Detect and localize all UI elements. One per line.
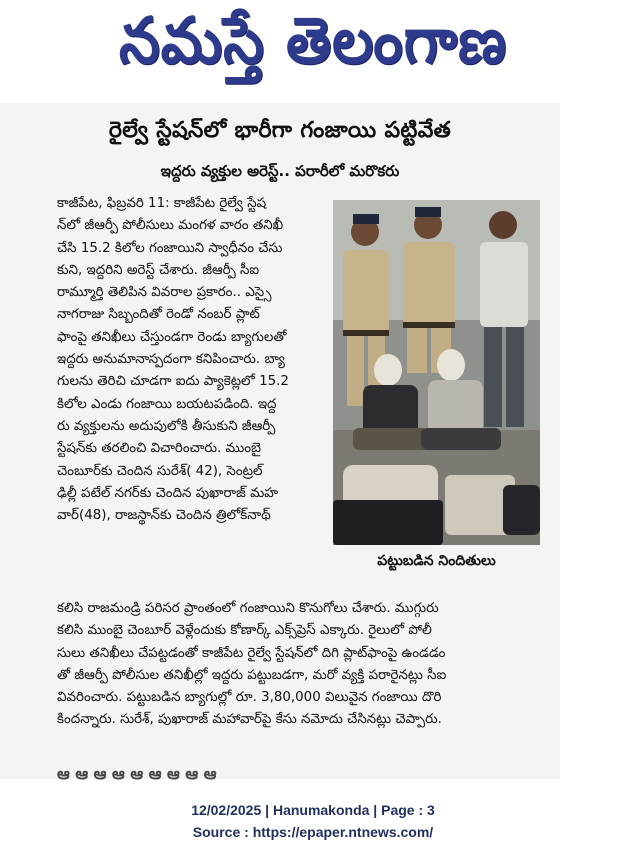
body-line: నాగరాజు సిబ్బందితో రెండో నంబర్ ప్లాట్ <box>57 307 260 323</box>
footer-date-edition: 12/02/2025 | Hanumakonda | Page : 3 <box>191 802 435 818</box>
seized-bags <box>333 465 540 545</box>
arrest-photo <box>333 200 540 545</box>
article-body-full-width <box>57 598 540 732</box>
body-line: కలిసి రాజమండ్రి పరిసర ప్రాంతంలో గంజాయిని కొనుగోలు చేశారు. ముగ్గురు <box>57 601 439 616</box>
body-line: కాజీపేట, ఫిబ్రవరి 11: కాజీపేట రైల్వే స్టేష <box>57 196 267 211</box>
body-line: చేసి 15.2 కిలోల గంజాయిని స్వాధీనం చేసు <box>57 240 283 256</box>
body-line: కిందన్నారు. సురేశ్, పుఖారాజ్ మహావార్‌పై కేసు నమోదు చేసినట్లు చెప్పారు. <box>57 712 442 728</box>
masthead-title: నమస్తే తెలంగాణ <box>119 2 507 78</box>
body-line: కిలోల ఎండు గంజాయి బయటపడింది. ఇద్ద <box>57 396 277 412</box>
body-line: ఫాంపై తనిఖీలు చేస్తుండగా రెండు బ్యాగులతో <box>57 329 287 345</box>
body-line: రు వ్యక్తులను అదుపులోకి తీసుకుని జీఆర్పీ <box>57 418 276 434</box>
article-body-column <box>57 193 327 527</box>
body-line: రామ్మూర్తి తెలిపిన వివరాల ప్రకారం.. ఎస్సై <box>57 285 272 301</box>
body-line: వివరించారు. పట్టుబడిన బ్యాగుల్లో రూ. 3,80,000 విలువైన గంజాయి దొరి <box>57 690 442 706</box>
body-line: వార్(48), రాజస్థాన్‌కు చెందిన త్రిలోక్‌నాథ్ <box>57 508 271 524</box>
body-line: ఢిల్లీ పటేల్ నగర్‌కు చెందిన పుఖారాజ్ మహ <box>57 485 279 501</box>
body-line: స్టేషన్‌కు తరలించి విచారించారు. ముంబై <box>57 441 262 457</box>
arrest-photo-illustration <box>333 200 540 545</box>
body-line: ఇద్దరు అనుమానాస్పదంగా కనిపించారు. బ్యా <box>57 352 285 368</box>
cutoff-text: ఆ ఆ ఆ ఆ ఆ ఆ ఆ ఆ ఆ <box>57 770 217 780</box>
body-line: న్‌లో జీఆర్పీ పోలీసులు మంగళ వారం తనిఖీ <box>57 218 284 234</box>
article-subhead: ఇద్దరు వ్యక్తుల అరెస్ట్.. పరారీలో మరొకరు <box>160 162 400 180</box>
newspaper-masthead <box>0 0 626 96</box>
body-line: చెంబూర్‌కు చెందిన సురేశ్( 42), సెంట్రల్ <box>57 463 263 479</box>
cutoff-text-strip <box>57 770 540 780</box>
body-line: కుని, ఇద్దరిని అరెస్ట్ చేశారు. జీఆర్పీ సీఐ <box>57 262 260 278</box>
article-headline: రైల్వే స్టేషన్‌లో భారీగా గంజాయి పట్టివేత <box>108 118 452 143</box>
body-line: గులను తెరిచి చూడగా ఐదు ప్యాకెట్లలో 15.2 <box>57 374 289 390</box>
photo-caption: పట్టుబడిన నిందితులు <box>377 553 496 569</box>
body-line: తో జీఆర్పీ పోలీసుల తనిఖీల్లో ఇద్దరు పట్టుబడగా, మరో వ్యక్తి పరారైనట్లు సీఐ <box>57 667 447 683</box>
body-line: కలిసి ముంబై చెంబూర్ వెళ్లేందుకు కోణార్క్ ఎక్స్‌ప్రెస్ ఎక్కారు. రైలులో పోలీ <box>57 623 432 639</box>
body-line: సులు తనిఖీలు చేపట్టడంతో కాజీపేట రైల్వే స్టేషన్‌లో దిగి ప్లాట్‌ఫాంపై ఉండడం <box>57 645 446 661</box>
footer-source-link[interactable]: Source : https://epaper.ntnews.com/ <box>192 824 434 840</box>
